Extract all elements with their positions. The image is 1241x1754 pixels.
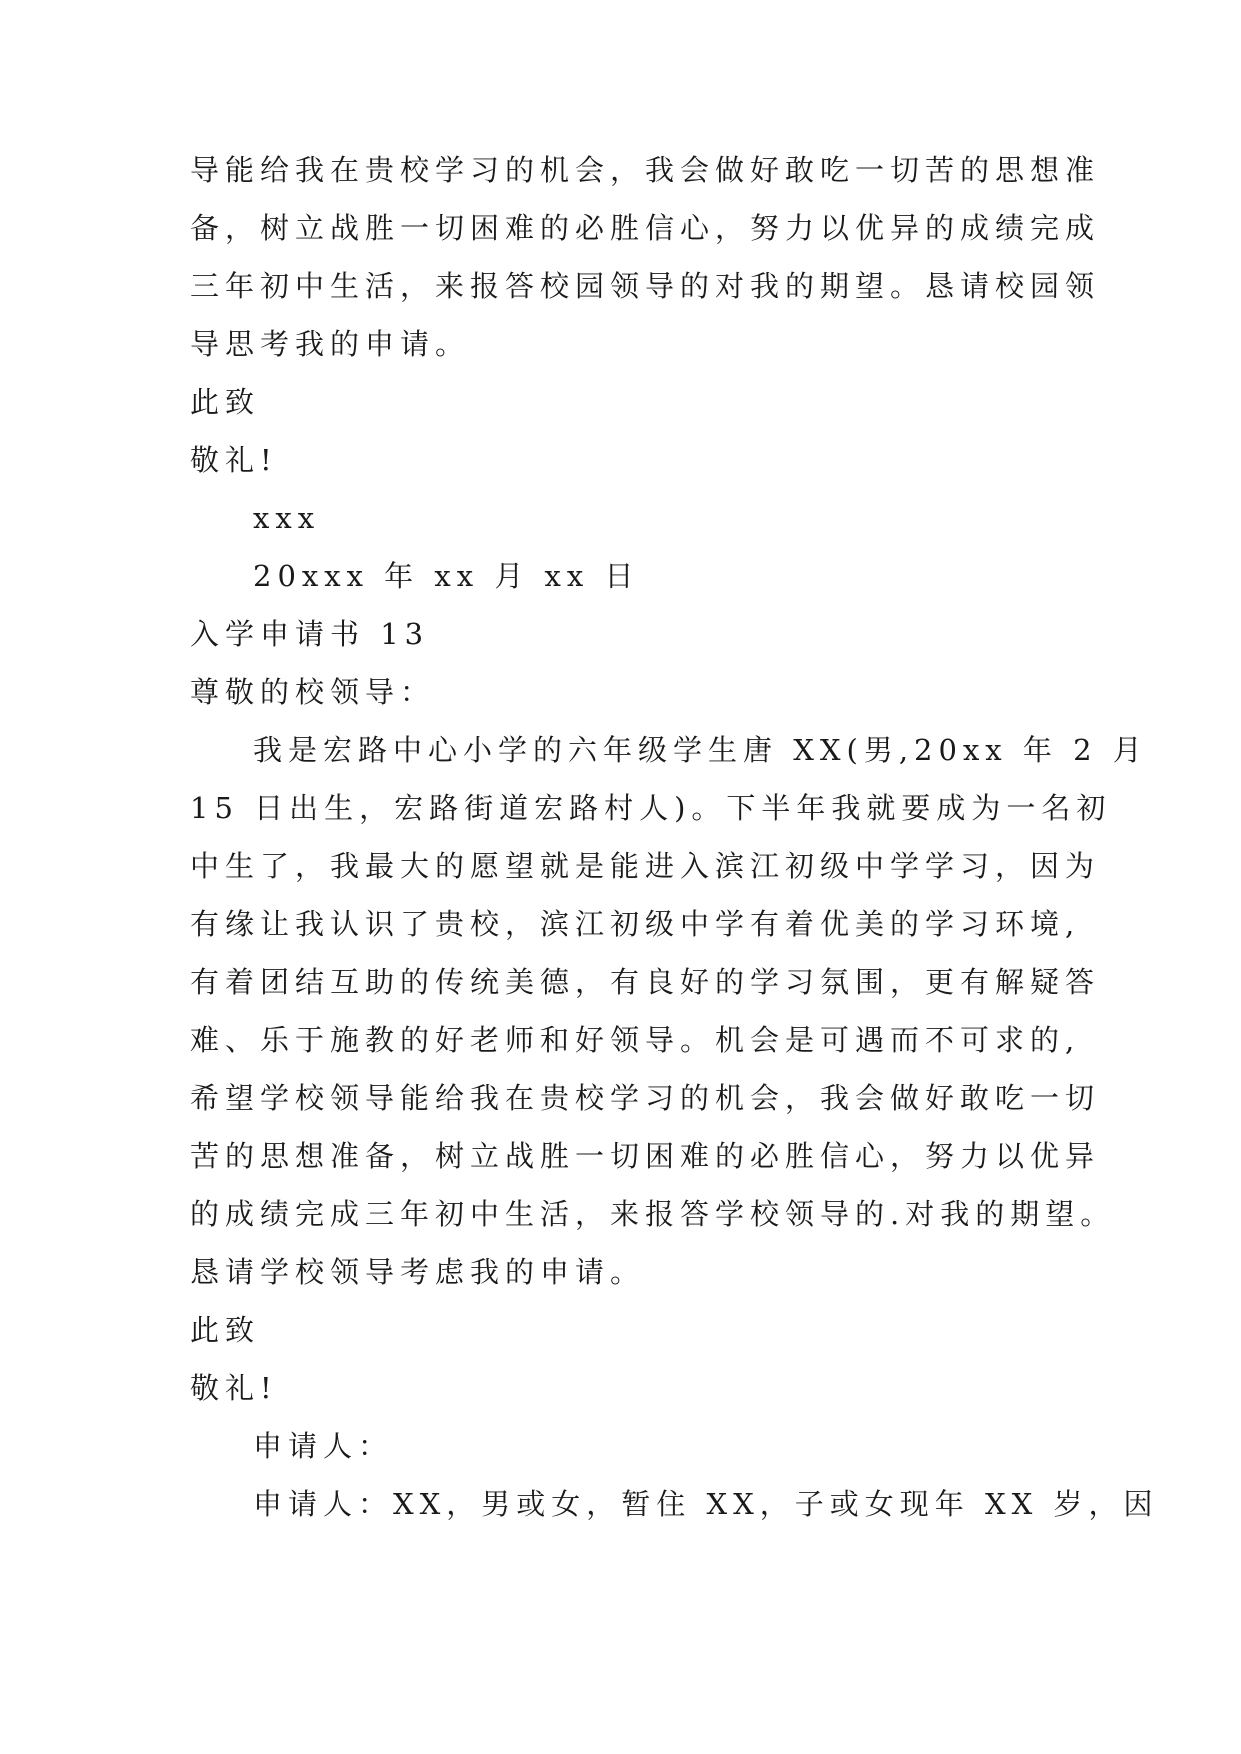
applicant-line: 申请人：XX，男或女，暂住 XX，子或女现年 XX 岁，因 (253, 1487, 1159, 1521)
salutation-line: 敬礼! (190, 1371, 278, 1405)
text-line: 导能给我在贵校学习的机会，我会做好敢吃一切苦的思想准 (190, 153, 1101, 187)
salutation-line: 敬礼! (190, 443, 278, 477)
text-line: 有着团结互助的传统美德，有良好的学习氛围，更有解疑答 (190, 965, 1101, 999)
text-line: 苦的思想准备，树立战胜一切困难的必胜信心，努力以优异 (190, 1139, 1101, 1173)
applicant-label: 申请人： (253, 1429, 394, 1463)
text-line: 恳请学校领导考虑我的申请。 (190, 1255, 646, 1289)
text-line: 的成绩完成三年初中生活，来报答学校领导的.对我的期望。 (190, 1197, 1116, 1231)
text-line: 15 日出生，宏路街道宏路村人)。下半年我就要成为一名初 (190, 791, 1112, 825)
paragraph-first-line: 我是宏路中心小学的六年级学生唐 XX(男,20xx 年 2 月 (253, 733, 1148, 767)
greeting-line: 尊敬的校领导： (190, 675, 436, 709)
closing-line: 此致 (190, 385, 261, 419)
text-line: 有缘让我认识了贵校，滨江初级中学有着优美的学习环境, (190, 907, 1081, 941)
signature-date: 20xxx 年 xx 月 xx 日 (253, 559, 640, 593)
closing-line: 此致 (190, 1313, 261, 1347)
text-line: 备，树立战胜一切困难的必胜信心，努力以优异的成绩完成 (190, 211, 1101, 245)
text-line: 三年初中生活，来报答校园领导的对我的期望。恳请校园领 (190, 269, 1101, 303)
section-title: 入学申请书 13 (190, 617, 430, 651)
text-line: 中生了，我最大的愿望就是能进入滨江初级中学学习，因为 (190, 849, 1101, 883)
text-line: 导思考我的申请。 (190, 327, 471, 361)
text-line: 希望学校领导能给我在贵校学习的机会，我会做好敢吃一切 (190, 1081, 1101, 1115)
text-line: 难、乐于施教的好老师和好领导。机会是可遇而不可求的, (190, 1023, 1081, 1057)
signature-name: xxx (253, 501, 321, 535)
